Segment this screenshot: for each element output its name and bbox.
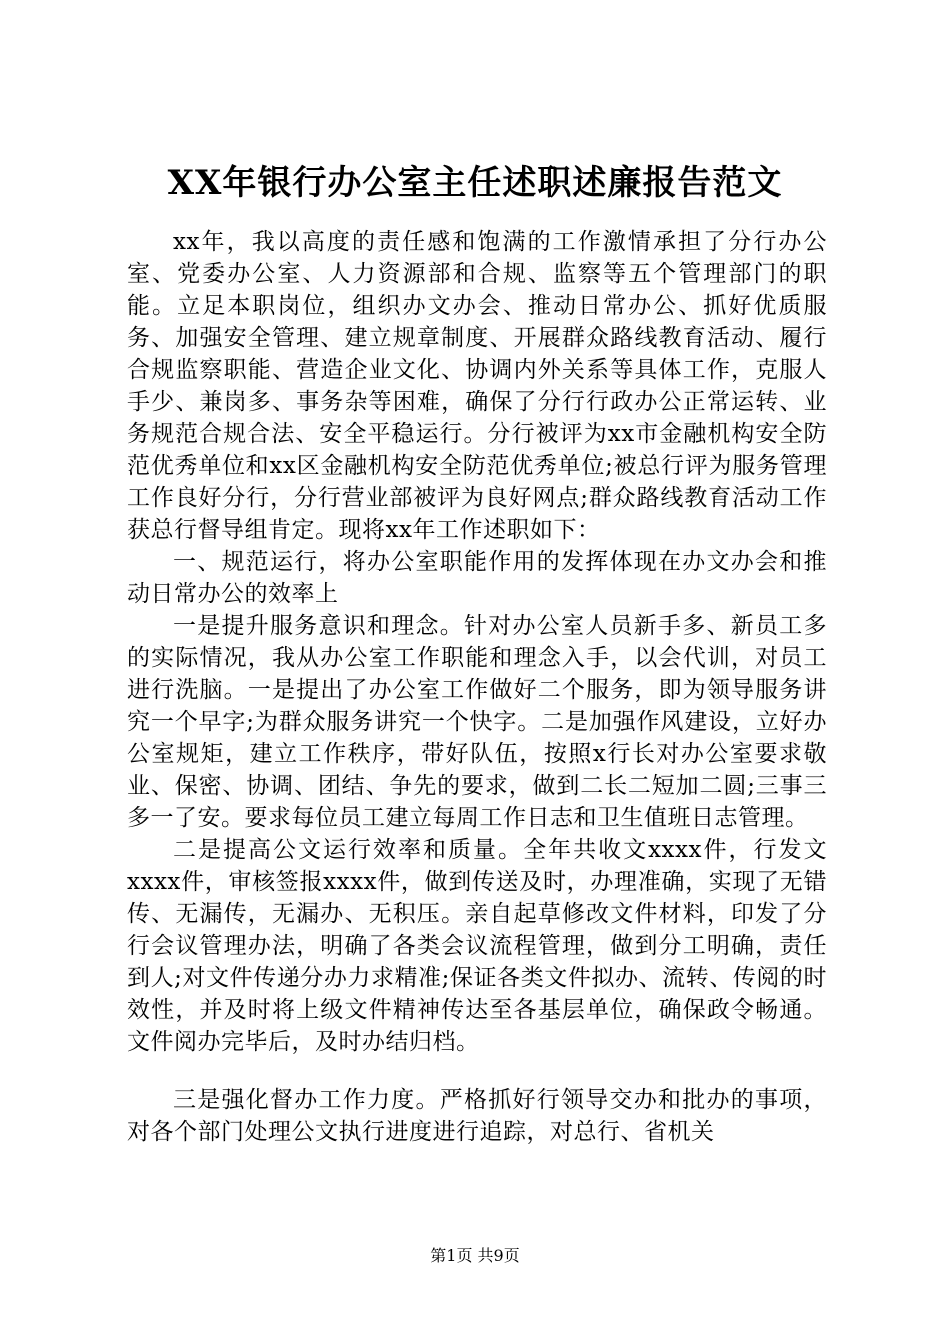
document-body (127, 226, 827, 1148)
paragraph-point-three: 三是强化督办工作力度。严格抓好行领导交办和批办的事项，对各个部门处理公文执行进度进行追踪，对总行、省机关 (127, 1087, 827, 1145)
page-number-footer: 第1页 共9页 (430, 1246, 520, 1265)
paragraph-point-two: 二是提高公文运行效率和质量。全年共收文xxxx件，行发文xxxx件，审核签报xxxx件，做到传送及时，办理准确，实现了无错传、无漏传，无漏办、无积压。亲自起草修改文件材料，印发了分行会议管理办法，明确了各类会议流程管理，做到分工明确，责任到人;对文件传递分办力求精准;保证各类文件拟办、流转、传阅的时效性，并及时将上级文件精神传达至各基层单位，确保政令畅通。文件阅办完毕后，及时办结归档。 (127, 837, 827, 1055)
paragraph-intro: xx年，我以高度的责任感和饱满的工作激情承担了分行办公室、党委办公室、人力资源部和合规、监察等五个管理部门的职能。立足本职岗位，组织办文办会、推动日常办公、抓好优质服务、加强安全管理、建立规章制度、开展群众路线教育活动、履行合规监察职能、营造企业文化、协调内外关系等具体工作，克服人手少、兼岗多、事务杂等困难，确保了分行行政办公正常运转、业务规范合规合法、安全平稳运行。分行被评为xx市金融机构安全防范优秀单位和xx区金融机构安全防范优秀单位;被总行评为服务管理工作良好分行，分行营业部被评为良好网点;群众路线教育活动工作获总行督导组肯定。现将xx年工作述职如下： (127, 229, 827, 543)
paragraph-section-heading: 一、规范运行，将办公室职能作用的发挥体现在办文办会和推动日常办公的效率上 (127, 549, 827, 607)
document-title: XX年银行办公室主任述职述廉报告范文 (167, 163, 783, 203)
paragraph-point-one: 一是提升服务意识和理念。针对办公室人员新手多、新员工多的实际情况，我从办公室工作职能和理念入手，以会代训，对员工进行洗脑。一是提出了办公室工作做好二个服务，即为领导服务讲究一个早字;为群众服务讲究一个快字。二是加强作风建设，立好办公室规矩，建立工作秩序，带好队伍，按照x行长对办公室要求敬业、保密、协调、团结、争先的要求，做到二长二短加二圆;三事三多一了安。要求每位员工建立每周工作日志和卫生值班日志管理。 (127, 613, 827, 831)
